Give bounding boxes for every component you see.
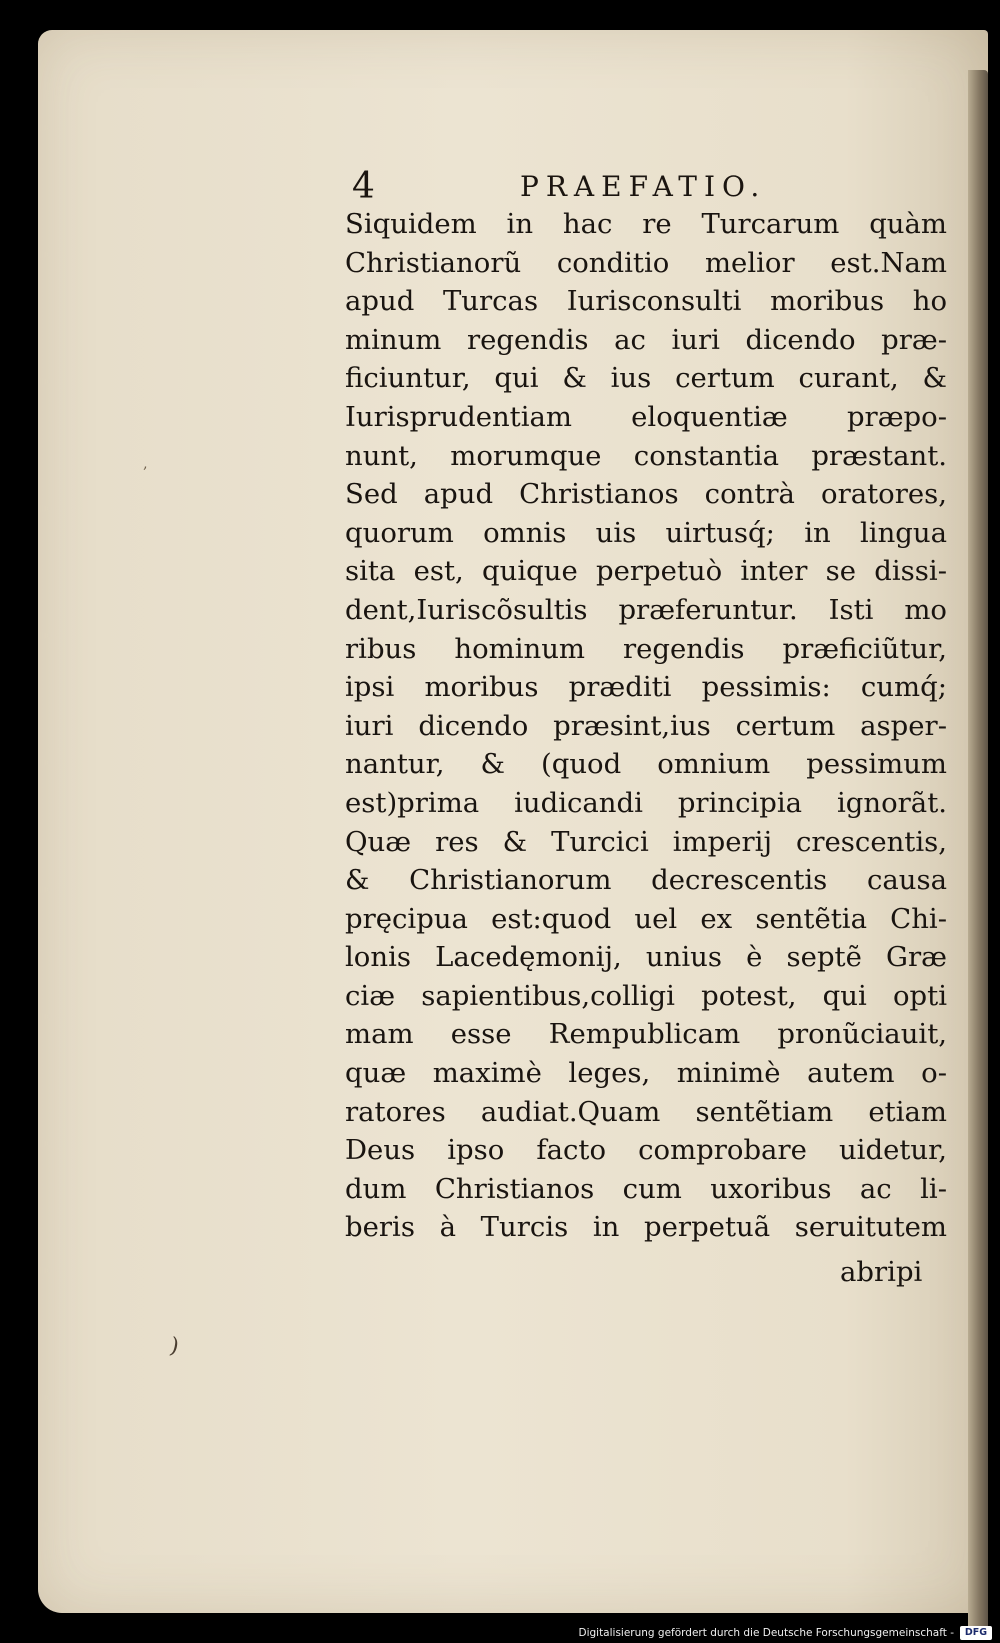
text-line: quorum omnis uis uirtusq́; in lingua: [345, 516, 947, 549]
text-line: minum regendis ac iuri dicendo præ-: [345, 323, 947, 356]
margin-mark: ): [167, 1333, 182, 1360]
text-line: sita est, quique perpetuò inter se dissi-: [345, 555, 947, 588]
running-head: [352, 166, 942, 206]
text-line: pręcipua est:quod uel ex sentẽtia Chi-: [345, 902, 947, 935]
text-line: apud Turcas Iurisconsulti moribus ho: [345, 285, 947, 318]
text-line: ribus hominum regendis præficiũtur,: [345, 632, 947, 665]
text-line: dent,Iuriscõsultis præferuntur. Isti mo: [345, 593, 947, 626]
text-line: Iurisprudentiam eloquentiæ præpo-: [345, 400, 947, 433]
text-line: nunt, morumque constantia præstant.: [345, 439, 947, 472]
catchword: abripi: [840, 1256, 923, 1288]
text-line: Sed apud Christianos contrà oratores,: [345, 478, 947, 511]
page-number: 4: [352, 166, 375, 207]
body-text: [345, 205, 947, 1247]
text-line: ipsi moribus præditi pessimis: cumq́;: [345, 671, 947, 704]
page-edge: [968, 70, 988, 1630]
digitization-credit: Digitalisierung gefördert durch die Deutsche Forschungsgemeinschaft -: [578, 1627, 954, 1639]
margin-tick: ‚: [143, 456, 148, 472]
text-line: iuri dicendo præsint,ius certum asper-: [345, 709, 947, 742]
text-line: lonis Lacedęmonij, unius è septẽ Græ: [345, 941, 947, 974]
text-line: Quæ res & Turcici imperij crescentis,: [345, 825, 947, 858]
text-line: & Christianorum decrescentis causa: [345, 864, 947, 897]
text-line: mam esse Rempublicam pronũciauit,: [345, 1018, 947, 1051]
text-line: ratores audiat.Quam sentẽtiam etiam: [345, 1095, 947, 1128]
text-line: ciæ sapientibus,colligi potest, qui opti: [345, 979, 947, 1012]
text-line: Deus ipso facto comprobare uidetur,: [345, 1134, 947, 1167]
text-line: nantur, & (quod omnium pessimum: [345, 748, 947, 781]
running-title: PRAEFATIO.: [520, 170, 767, 203]
text-line: quæ maximè leges, minimè autem o-: [345, 1057, 947, 1090]
text-line: dum Christianos cum uxoribus ac li-: [345, 1172, 947, 1205]
text-line: Christianorũ conditio melior est.Nam: [345, 246, 947, 279]
text-line: Siquidem in hac re Turcarum quàm: [345, 208, 947, 240]
text-line: est)prima iudicandi principia ignorãt.: [345, 786, 947, 819]
text-line: ficiuntur, qui & ius certum curant, &: [345, 362, 947, 395]
text-line: beris à Turcis in perpetuã seruitutem: [345, 1211, 947, 1244]
dfg-logo: DFG: [960, 1626, 992, 1640]
